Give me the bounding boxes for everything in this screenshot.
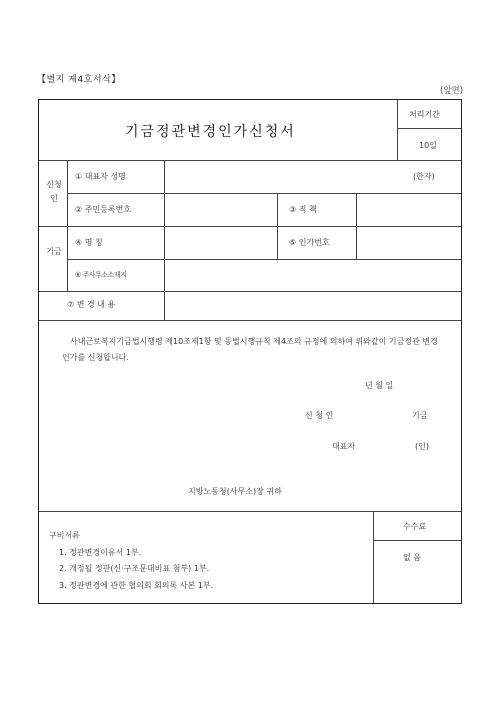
required-document-item: 3. 정관변경에 관한 협의회 회의록 사본 1부. <box>59 581 214 590</box>
main-office-address-label: ⑥ 주사무소소재지 <box>75 271 127 279</box>
fee-value: 없 음 <box>403 553 421 562</box>
approval-number-label: ⑤ 인가번호 <box>289 238 330 247</box>
required-documents-header: 구비서류 <box>49 531 80 540</box>
divider-row-3 <box>67 259 461 260</box>
divider-mid-2 <box>356 193 357 226</box>
divider-section <box>67 160 68 291</box>
divider-row-5 <box>39 320 461 321</box>
divider-mid-1 <box>277 193 278 226</box>
addressee: 지방노동청(사무소)장 귀하 <box>188 487 282 496</box>
processing-period-label: 처리기간 <box>409 110 440 119</box>
form-title: 기금정관변경인가신청서 <box>125 124 296 140</box>
form-number-label: 【별지 제4호서식】 <box>37 75 121 85</box>
divider-label-column <box>164 160 165 320</box>
fund-section-label: 기금 <box>46 247 62 256</box>
required-document-item: 1. 정관변경이유서 1부. <box>59 548 142 557</box>
divider-processing <box>397 128 461 129</box>
divider-fee-column <box>373 511 374 603</box>
divider-fee <box>373 540 461 541</box>
applicant-fund-label: 기금 <box>412 411 428 420</box>
fund-name-label: ④ 명 칭 <box>75 238 103 247</box>
position-label: ③ 직 책 <box>289 205 317 214</box>
date-line: 년 월 일 <box>365 381 394 390</box>
applicant-sign-label: 신 청 인 <box>305 411 334 420</box>
divider-body-bottom <box>39 511 461 512</box>
representative-name-label: ① 대표자 성명 <box>75 172 126 181</box>
divider-row-1 <box>67 193 461 194</box>
divider-row-2 <box>39 226 461 227</box>
application-statement: 사내근로복지기금법시행령 제10조제1항 및 동법시행규칙 제4조의 규정에 의하여 위와같이 기금정관 변경인가를 신청합니다. <box>62 337 438 362</box>
divider-row-4 <box>39 291 461 292</box>
divider-mid-3 <box>277 226 278 259</box>
applicant-section-label: 신청인 <box>46 180 62 203</box>
required-document-item: 2. 개정될 정관(신·구조문대비표 첨부) 1부. <box>59 564 210 573</box>
seal-label: (인) <box>415 442 429 451</box>
front-side-label: (앞면) <box>440 86 464 96</box>
fee-label: 수수료 <box>403 522 427 531</box>
change-content-label: ⑦ 변 경 내 용 <box>67 300 116 309</box>
processing-period-value: 10일 <box>419 141 437 150</box>
hanja-label: (한자) <box>413 172 435 181</box>
divider-title-bottom <box>39 160 461 161</box>
representative-label: 대표자 <box>332 442 356 451</box>
resident-number-label: ② 주민등록번호 <box>75 205 132 214</box>
divider-mid-4 <box>356 226 357 259</box>
divider-title-right <box>397 100 398 160</box>
